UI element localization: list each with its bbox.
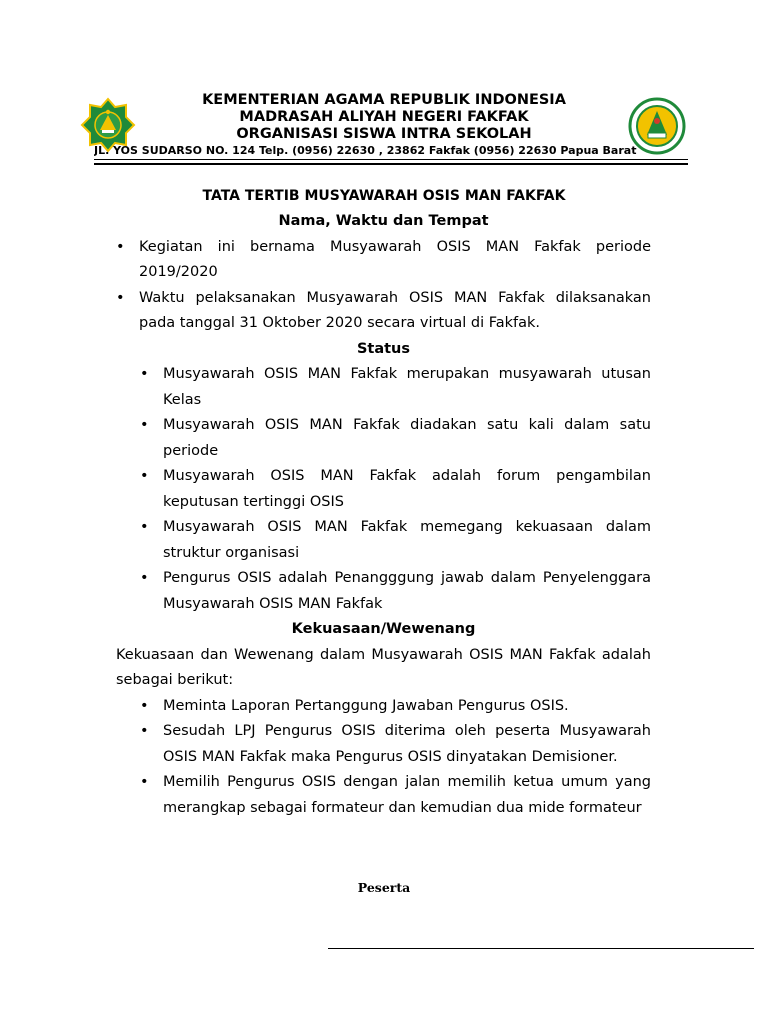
signature-line (328, 948, 754, 949)
list-item: • Memilih Pengurus OSIS dengan jalan memilih ketua umum yang merangkap sebagai formateur dan kemudian dua mide formateur (116, 770, 651, 821)
document-body (116, 209, 651, 821)
section-heading-status: Status (356, 340, 411, 357)
header-divider-thick (94, 163, 688, 165)
section3-intro: Kekuasaan dan Wewenang dalam Musyawarah OSIS MAN Fakfak adalah sebagai berikut: (116, 646, 651, 688)
section-heading-nama-waktu-tempat: Nama, Waktu dan Tempat (278, 213, 489, 229)
list-item: • Musyawarah OSIS MAN Fakfak diadakan satu kali dalam satu periode (116, 413, 651, 464)
ministry-name: KEMENTERIAN AGAMA REPUBLIK INDONESIA (202, 92, 566, 108)
organization-name: ORGANISASI SISWA INTRA SEKOLAH (236, 126, 532, 142)
section3-list (116, 694, 651, 822)
signature-label: Peserta (357, 880, 411, 895)
bullet-icon: • (116, 289, 125, 306)
document-title: TATA TERTIB MUSYAWARAH OSIS MAN FAKFAK (202, 188, 566, 204)
list-item: • Musyawarah OSIS MAN Fakfak adalah forum pengambilan keputusan tertinggi OSIS (116, 464, 651, 515)
header-divider-thin (94, 159, 688, 160)
list-item: • Meminta Laporan Pertanggung Jawaban Pengurus OSIS. (116, 694, 651, 720)
bullet-icon: • (140, 570, 149, 586)
section1-list (116, 235, 651, 337)
list-item: • Musyawarah OSIS MAN Fakfak memegang kekuasaan dalam struktur organisasi (116, 515, 651, 566)
section-heading-kekuasaan-wewenang: Kekuasaan/Wewenang (291, 621, 476, 637)
list-item: • Kegiatan ini bernama Musyawarah OSIS MAN Fakfak periode 2019/2020 (116, 235, 651, 286)
list-item: • Pengurus OSIS adalah Penangggung jawab dalam Penyelenggara Musyawarah OSIS MAN Fakfak (116, 566, 651, 617)
school-name: MADRASAH ALIYAH NEGERI FAKFAK (239, 109, 529, 125)
list-item: • Waktu pelaksanakan Musyawarah OSIS MAN Fakfak dilaksanakan pada tanggal 31 Oktober 2020 secara virtual di Fakfak. (116, 286, 651, 337)
bullet-icon: • (140, 697, 149, 714)
bullet-icon: • (140, 774, 149, 790)
bullet-icon: • (140, 366, 149, 382)
bullet-icon: • (140, 468, 149, 484)
list-item: • Musyawarah OSIS MAN Fakfak merupakan musyawarah utusan Kelas (116, 362, 651, 413)
school-address: JL. YOS SUDARSO NO. 124 Telp. (0956) 22630 , 23862 Fakfak (0956) 22630 Papua Barat (94, 144, 637, 157)
bullet-icon: • (116, 238, 125, 255)
bullet-icon: • (140, 417, 149, 433)
section2-list (116, 362, 651, 617)
list-item: • Sesudah LPJ Pengurus OSIS diterima oleh peserta Musyawarah OSIS MAN Fakfak maka Pengurus OSIS dinyatakan Demisioner. (116, 719, 651, 770)
bullet-icon: • (140, 519, 149, 535)
bullet-icon: • (140, 723, 149, 739)
